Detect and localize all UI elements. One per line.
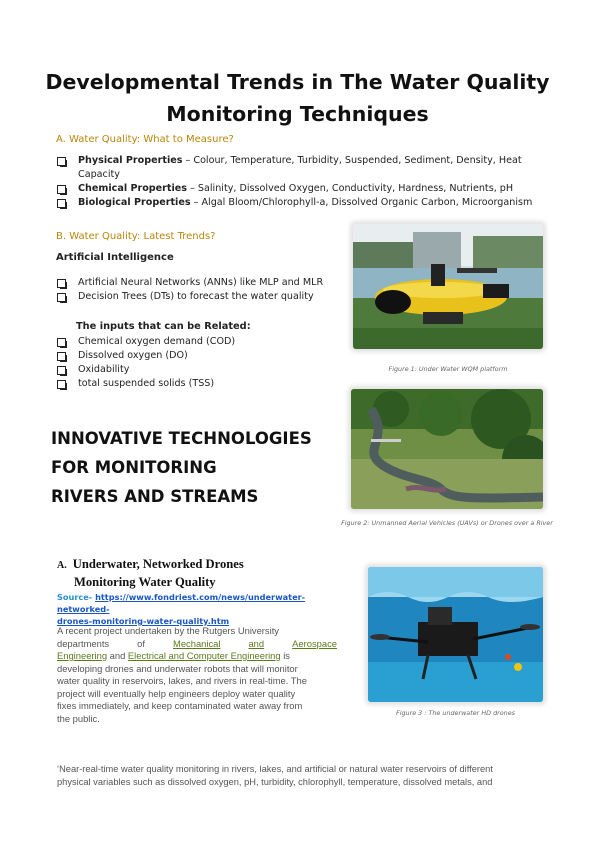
mechanical-link-and[interactable]: and	[248, 637, 265, 649]
list-item-do: Dissolved oxygen (DO)	[56, 349, 336, 363]
inputs-heading: The inputs that can be Related:	[76, 321, 251, 332]
para-line-4: developing drones and underwater robots that will monitor	[57, 662, 298, 674]
para-line-6: project will eventually help engineers deploy water quality	[57, 687, 296, 699]
innovative-line-3: RIVERS AND STREAMS	[51, 487, 259, 506]
drones-heading-line-2: Monitoring Water Quality	[74, 575, 216, 589]
list-item-chemical: Chemical Properties – Salinity, Dissolved Oxygen, Conductivity, Hardness, Nutrients, pH	[56, 182, 536, 196]
aerospace-link[interactable]: Aerospace	[292, 637, 337, 649]
footer-line-2: physical variables such as dissolved oxygen, pH, turbidity, chlorophyll, temperature, dissolved metals, and	[57, 776, 493, 787]
section-b-heading: B. Water Quality: Latest Trends?	[56, 231, 216, 242]
title-line-1: Developmental Trends in The Water Quality	[45, 70, 550, 94]
para-line-2	[57, 638, 337, 651]
checkbox-icon	[57, 279, 66, 288]
footer-paragraph	[57, 763, 557, 788]
checkbox-icon	[57, 157, 66, 166]
checkbox-icon	[57, 366, 66, 375]
para-line-5: water quality in reservoirs, lakes, and rivers in real-time. The	[57, 675, 307, 686]
drones-heading-line-1: Underwater, Networked Drones	[72, 557, 244, 571]
drones-marker: A.	[57, 560, 67, 571]
mechanical-link[interactable]: Mechanical	[173, 637, 221, 649]
figure-3-image	[368, 567, 543, 702]
source-link-block	[57, 591, 347, 627]
list-item-physical: Physical Properties – Colour, Temperature, Turbidity, Suspended, Sediment, Density, Heat Capacity	[56, 154, 536, 182]
list-item-cod: Chemical oxygen demand (COD)	[56, 335, 336, 349]
list-item-oxidability: Oxidability	[56, 363, 336, 377]
inputs-list	[56, 335, 336, 391]
document-title	[40, 66, 555, 130]
electrical-link[interactable]: Electrical and Computer Engineering	[127, 650, 281, 661]
checkbox-icon	[57, 199, 66, 208]
para-word: of	[137, 637, 145, 649]
list-item-biological: Biological Properties – Algal Bloom/Chlorophyll-a, Dissolved Organic Carbon, Microorganism	[56, 196, 536, 210]
checkbox-icon	[57, 380, 66, 389]
checkbox-icon	[57, 293, 66, 302]
section-a-heading: A. Water Quality: What to Measure?	[56, 134, 234, 145]
ai-list	[56, 276, 346, 304]
drones-paragraph	[57, 625, 337, 725]
list-item-dt: Decision Trees (DTs) to forecast the water quality	[56, 290, 346, 304]
innovative-line-2: FOR MONITORING	[51, 458, 217, 477]
ai-subheading: Artificial Intelligence	[56, 252, 174, 263]
source-link[interactable]: https://www.fondriest.com/news/underwater-networked-	[57, 592, 306, 614]
list-item-ann: Artificial Neural Networks (ANNs) like MLP and MLR	[56, 276, 346, 290]
innovative-line-1: INNOVATIVE TECHNOLOGIES	[51, 429, 312, 448]
para-line-3	[57, 650, 337, 663]
drones-heading	[57, 556, 244, 590]
figure-1-caption: Figure 1: Under Water WQM platform	[388, 365, 508, 373]
para-word: departments	[57, 637, 110, 649]
figure-3-caption: Figure 3 : The underwater HD drones	[396, 709, 515, 717]
figure-2-caption: Figure 2: Unmanned Aerial Vehicles (UAVs) or Drones over a River	[341, 519, 553, 527]
para-line-7: fixes immediately, and keep contaminated water away from	[57, 700, 303, 711]
para-word: is	[283, 650, 290, 661]
para-line-8: the public.	[57, 712, 100, 724]
source-label: Source-	[57, 592, 93, 602]
checkbox-icon	[57, 338, 66, 347]
para-word: and	[109, 650, 126, 661]
engineering-link[interactable]: Engineering	[57, 650, 108, 661]
measure-list	[56, 154, 536, 210]
source-link-continued[interactable]: drones-monitoring-water-quality.htm	[57, 616, 230, 626]
footer-line-1: ‘Near-real-time water quality monitoring in rivers, lakes, and artificial or natural water reservoirs of different	[57, 764, 493, 774]
checkbox-icon	[57, 352, 66, 361]
list-item-tss: total suspended solids (TSS)	[56, 377, 336, 391]
para-line-1: A recent project undertaken by the Rutgers University	[57, 625, 279, 636]
title-line-2: Monitoring Techniques	[166, 102, 429, 126]
figure-1-image	[353, 224, 543, 349]
checkbox-icon	[57, 185, 66, 194]
innovative-heading	[51, 424, 312, 511]
figure-2-image	[351, 389, 543, 509]
